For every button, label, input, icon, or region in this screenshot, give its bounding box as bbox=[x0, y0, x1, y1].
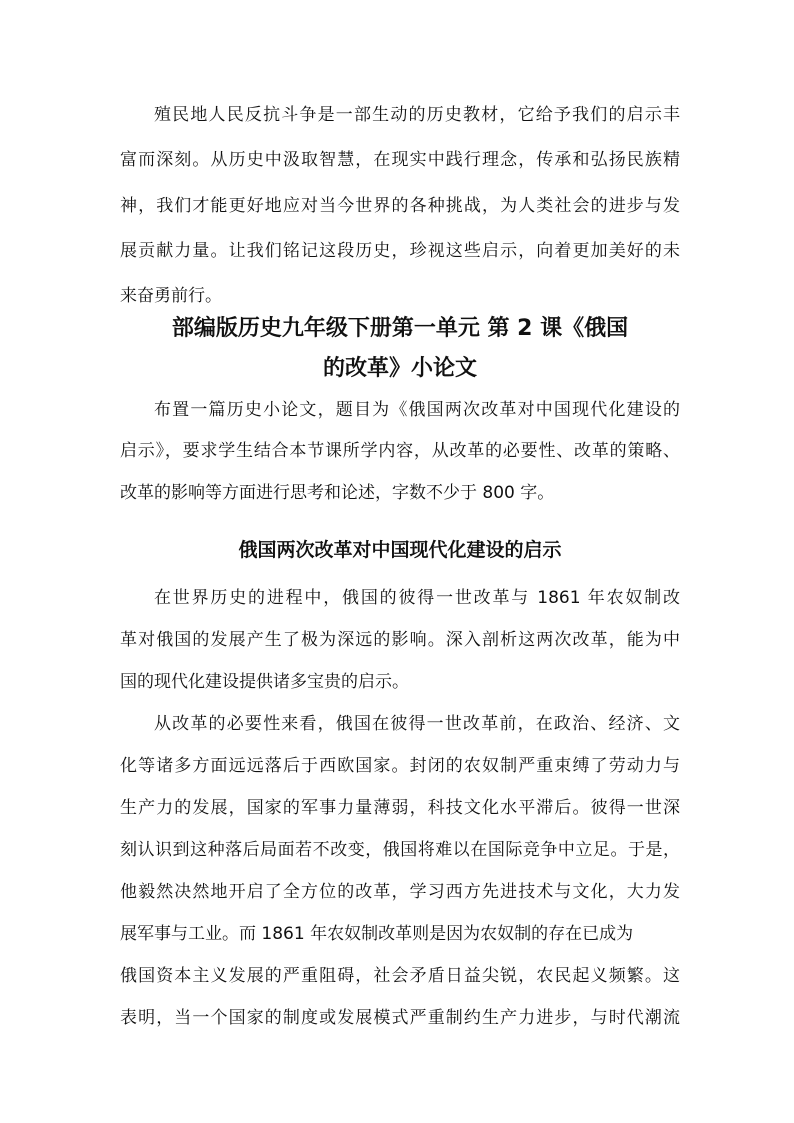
paragraph-line: 殖民地人民反抗斗争是一部生动的历史教材，它给予我们的启示丰 bbox=[154, 105, 680, 125]
paragraph-line: 展军事与工业。而 1861 年农奴制改革则是因为农奴制的存在已成为 bbox=[120, 924, 634, 944]
paragraph-line: 刻认识到这种落后局面若不改变，俄国将难以在国际竞争中立足。于是， bbox=[120, 840, 680, 860]
paragraph-line: 表明，当一个国家的制度或发展模式严重制约生产力进步，与时代潮流 bbox=[120, 1008, 680, 1028]
paragraph-line: 俄国资本主义发展的严重阻碍，社会矛盾日益尖锐，农民起义频繁。这 bbox=[120, 966, 680, 986]
paragraph-line: 布置一篇历史小论文，题目为《俄国两次改革对中国现代化建设的 bbox=[154, 400, 680, 420]
paragraph-line: 富而深刻。从历史中汲取智慧，在现实中践行理念，传承和弘扬民族精 bbox=[120, 150, 680, 170]
paragraph-line: 国的现代化建设提供诸多宝贵的启示。 bbox=[120, 672, 409, 692]
document-title-line-2: 的改革》小论文 bbox=[322, 356, 477, 381]
essay-title: 俄国两次改革对中国现代化建设的启示 bbox=[238, 539, 562, 561]
paragraph-line: 神，我们才能更好地应对当今世界的各种挑战，为人类社会的进步与发 bbox=[120, 196, 680, 216]
paragraph-line: 化等诸多方面远远落后于西欧国家。封闭的农奴制严重束缚了劳动力与 bbox=[120, 756, 680, 776]
paragraph-line: 来奋勇前行。 bbox=[120, 286, 222, 306]
paragraph-line: 在世界历史的进程中，俄国的彼得一世改革与 1861 年农奴制改 bbox=[154, 588, 680, 608]
paragraph-line: 启示》，要求学生结合本节课所学内容，从改革的必要性、改革的策略、 bbox=[120, 441, 680, 461]
document-title-line-1: 部编版历史九年级下册第一单元 第 2 课《俄国 bbox=[171, 316, 629, 341]
paragraph-line: 改革的影响等方面进行思考和论述，字数不少于 800 字。 bbox=[120, 483, 555, 503]
paragraph-line: 生产力的发展，国家的军事力量薄弱，科技文化水平滞后。彼得一世深 bbox=[120, 798, 680, 818]
paragraph-line: 从改革的必要性来看，俄国在彼得一世改革前，在政治、经济、文 bbox=[154, 714, 680, 734]
paragraph-line: 革对俄国的发展产生了极为深远的影响。深入剖析这两次改革，能为中 bbox=[120, 630, 680, 650]
paragraph-line: 展贡献力量。让我们铭记这段历史，珍视这些启示，向着更加美好的未 bbox=[120, 241, 680, 261]
paragraph-line: 他毅然决然地开启了全方位的改革，学习西方先进技术与文化，大力发 bbox=[120, 882, 680, 902]
